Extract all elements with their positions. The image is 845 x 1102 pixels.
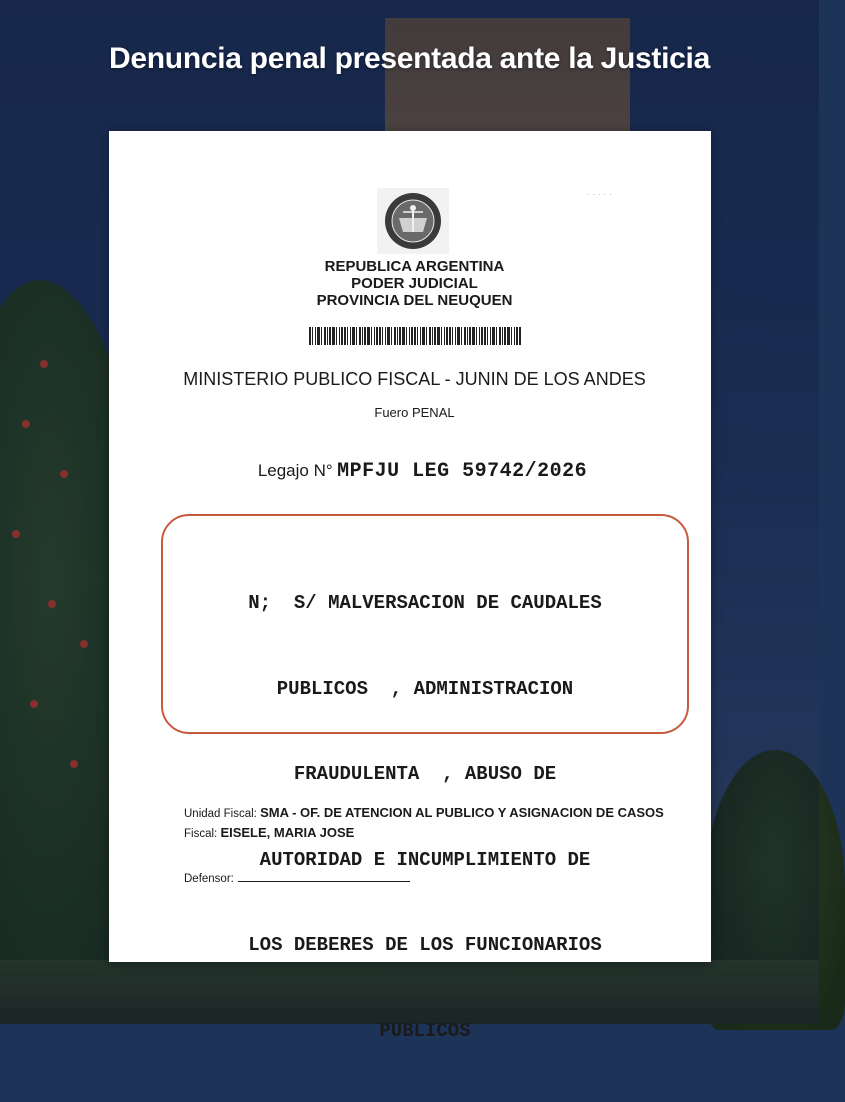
legajo-number: MPFJU LEG 59742/2026 bbox=[337, 460, 588, 483]
unidad-fiscal-line bbox=[184, 805, 664, 820]
barcode bbox=[309, 327, 521, 345]
charges-line: PUBLICOS bbox=[379, 1019, 471, 1042]
unidad-fiscal-value: SMA - OF. DE ATENCION AL PUBLICO Y ASIGNACION DE CASOS bbox=[260, 805, 664, 820]
charges-line: AUTORIDAD E INCUMPLIMIENTO DE bbox=[259, 848, 591, 871]
header-line-province: PROVINCIA DEL NEUQUEN bbox=[316, 292, 513, 309]
header-line-power: PODER JUDICIAL bbox=[351, 275, 478, 292]
defensor-blank-field bbox=[238, 869, 410, 882]
document-header bbox=[109, 258, 720, 309]
legajo-label: Legajo N° bbox=[257, 461, 333, 480]
charges-line: PUBLICOS , ADMINISTRACION bbox=[276, 677, 574, 700]
header-line-country: REPUBLICA ARGENTINA bbox=[324, 258, 505, 275]
defensor-line bbox=[184, 869, 410, 885]
charges-line: LOS DEBERES DE LOS FUNCIONARIOS bbox=[248, 934, 602, 956]
unidad-fiscal-label: Unidad Fiscal: bbox=[184, 808, 257, 820]
defensor-label: Defensor: bbox=[184, 873, 234, 885]
document-page bbox=[109, 131, 711, 1042]
headline: Denuncia penal presentada ante la Justicia bbox=[109, 42, 710, 75]
judicial-seal-icon bbox=[377, 188, 449, 254]
charges-line: FRAUDULENTA , ABUSO DE bbox=[293, 763, 557, 785]
fiscal-value: EISELE, MARIA JOSE bbox=[220, 825, 355, 840]
ministry-title: MINISTERIO PUBLICO FISCAL - JUNIN DE LOS ANDES bbox=[183, 369, 646, 389]
legajo-line bbox=[109, 460, 736, 483]
faint-stamp-mark: · · · · · bbox=[587, 189, 612, 199]
fiscal-label: Fiscal: bbox=[184, 828, 218, 840]
fuero-label: Fuero PENAL bbox=[374, 405, 455, 420]
fiscal-line bbox=[184, 825, 354, 840]
charges-line: N; S/ MALVERSACION DE CAUDALES bbox=[248, 592, 602, 614]
